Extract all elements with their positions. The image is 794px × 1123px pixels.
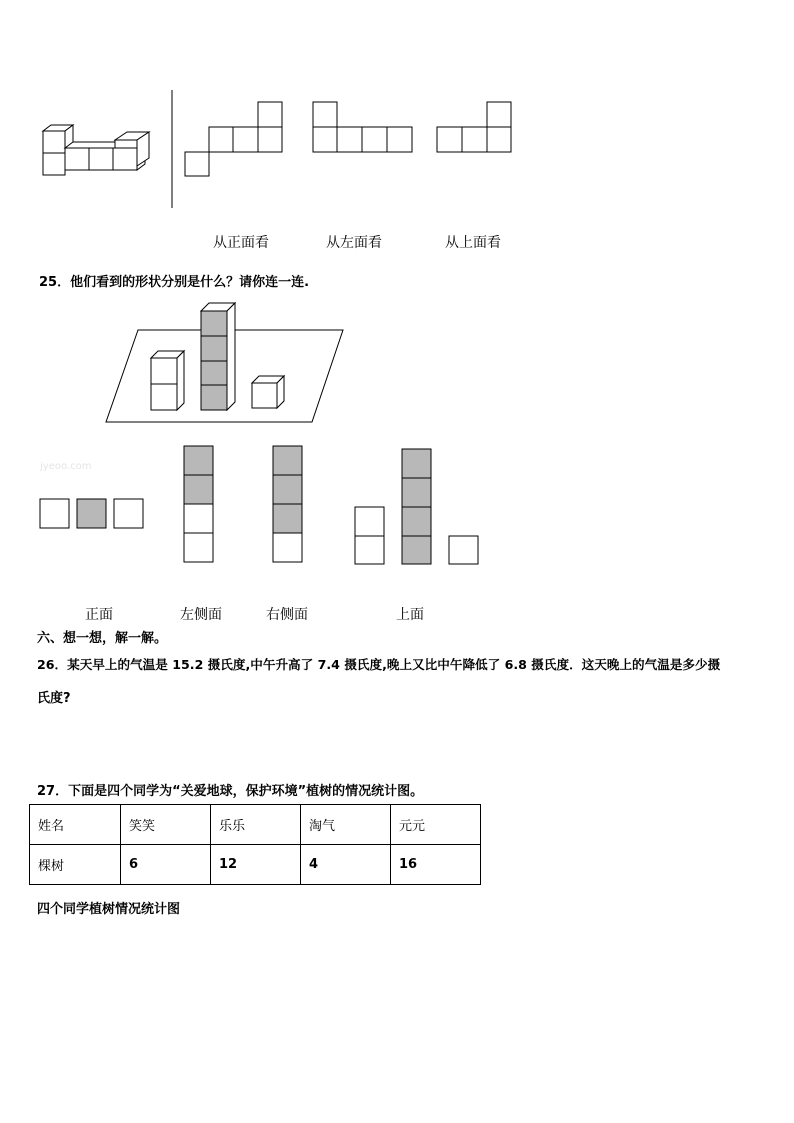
cube-face	[113, 148, 137, 170]
label-front: 正面	[85, 607, 113, 623]
label-left-side: 左侧面	[180, 607, 222, 623]
table-cell: 淘气	[301, 805, 391, 845]
option-column-a	[184, 446, 213, 562]
watermark: jyeoo.com	[40, 461, 92, 472]
question-25: 25．他们看到的形状分别是什么？请你连一连.	[39, 275, 310, 290]
table-cell: 乐乐	[211, 805, 301, 845]
left-view-grid	[313, 102, 412, 152]
label-right-side: 右侧面	[266, 607, 308, 623]
single-cube	[252, 376, 284, 408]
table-cell: 16	[391, 845, 481, 885]
table-cell: 元元	[391, 805, 481, 845]
four-cube-gray-stack	[201, 303, 235, 410]
table-cell: 6	[121, 845, 211, 885]
cube-face	[43, 131, 65, 153]
left-view-label: 从左面看	[326, 235, 382, 251]
option-side-group	[355, 449, 478, 564]
chart-caption: 四个同学植树情况统计图	[37, 902, 181, 917]
option-front-row	[40, 499, 143, 528]
option-column-b	[273, 446, 302, 562]
table-cell: 棵树	[30, 845, 121, 885]
cube-face	[43, 153, 65, 175]
cube-face	[89, 148, 113, 170]
table-cell: 姓名	[30, 805, 121, 845]
question-26-line2: 氏度?	[37, 691, 71, 706]
tree-planting-table	[29, 804, 481, 885]
question-27: 27．下面是四个同学为“关爱地球，保护环境”植树的情况统计图。	[37, 784, 424, 799]
cube-face	[65, 148, 89, 170]
cube-face	[115, 140, 137, 148]
table-cell: 12	[211, 845, 301, 885]
top-view-label: 从上面看	[445, 235, 501, 251]
section-heading: 六、想一想，解一解。	[37, 631, 168, 646]
cube-solid-figure	[43, 125, 149, 175]
table-cell: 4	[301, 845, 391, 885]
table-row	[30, 805, 481, 845]
label-top: 上面	[396, 607, 424, 623]
question-26-line1: 26．某天早上的气温是 15.2 摄氏度,中午升高了 7.4 摄氏度,晚上又比中午降低了 6.8 摄氏度．这天晚上的气温是多少摄	[37, 657, 721, 672]
front-view-grid	[185, 102, 282, 176]
front-view-label: 从正面看	[213, 235, 269, 251]
two-cube-stack	[151, 351, 184, 410]
top-view-grid	[437, 102, 511, 152]
table-row	[30, 845, 481, 885]
table-cell: 笑笑	[121, 805, 211, 845]
